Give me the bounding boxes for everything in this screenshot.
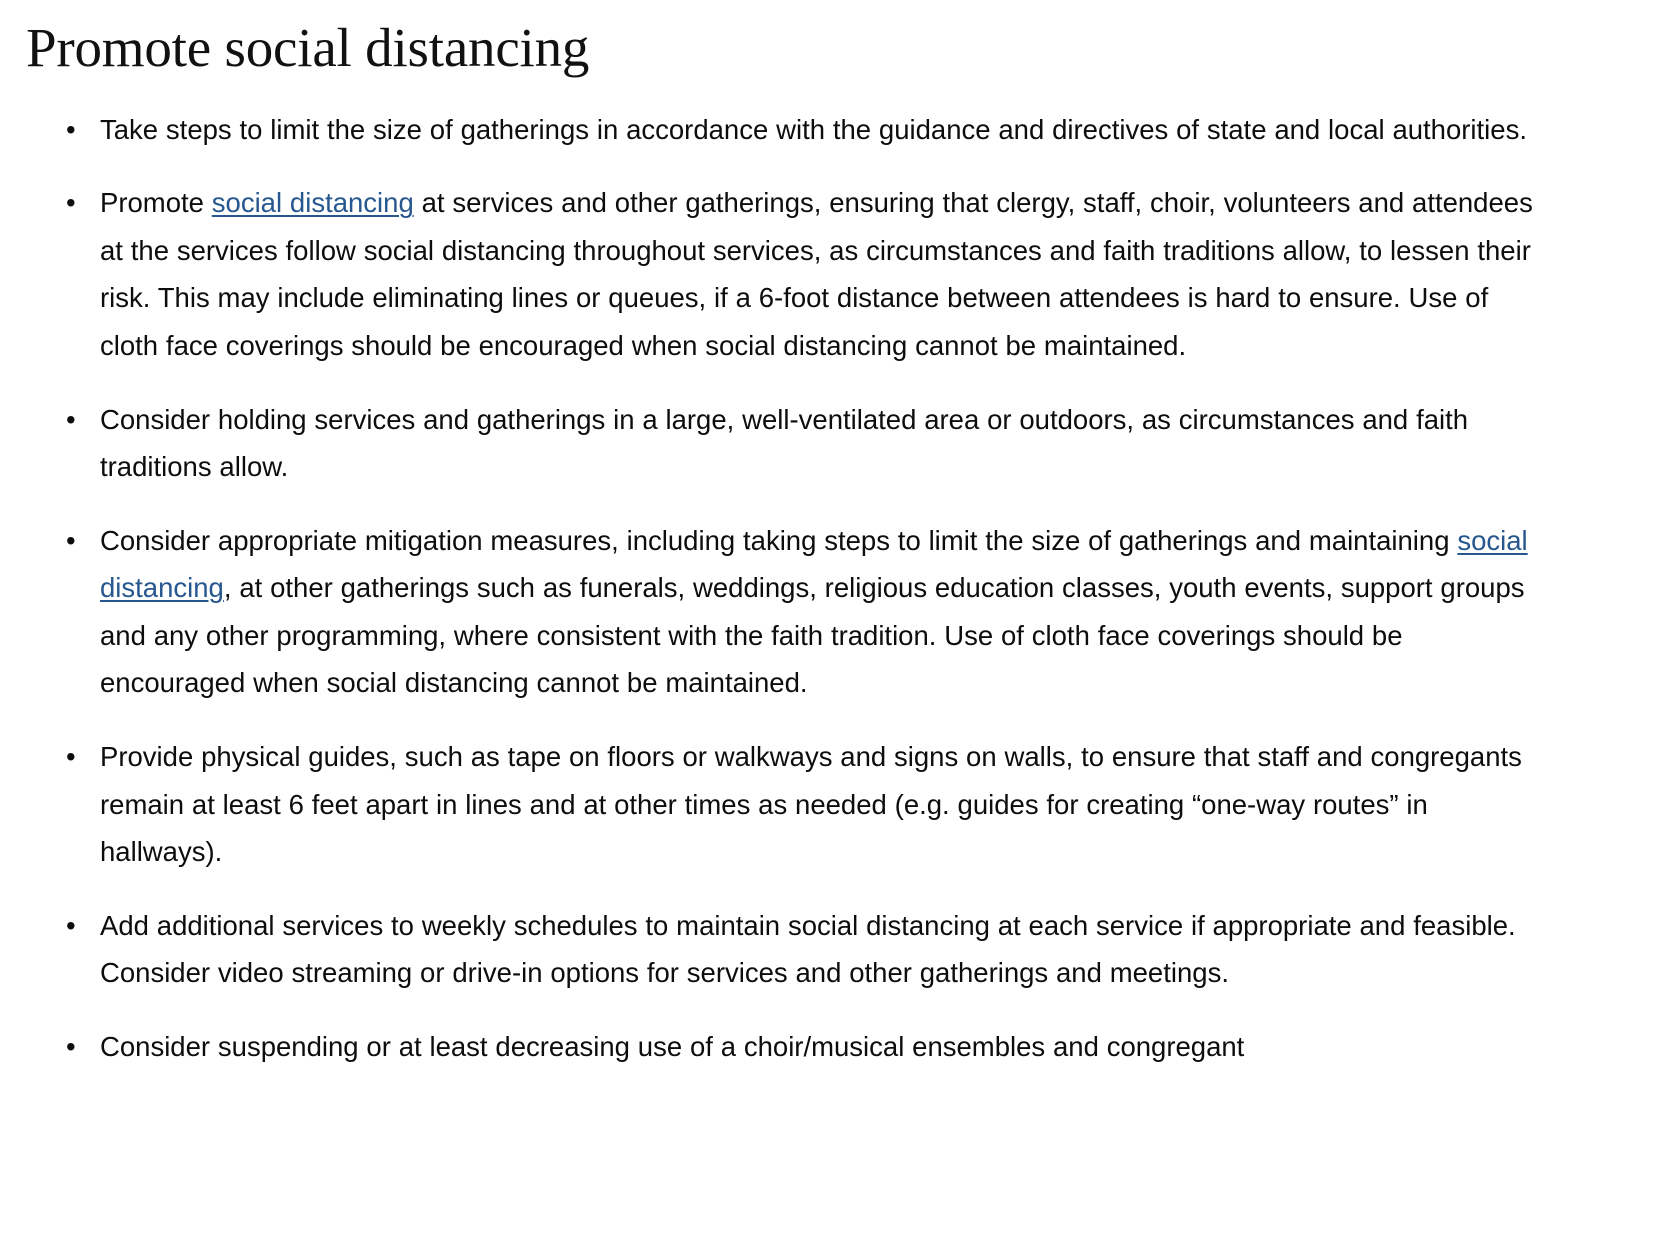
bullet-point-icon bbox=[66, 902, 80, 997]
list-item-text: Provide physical guides, such as tape on floors or walkways and signs on walls, to ensure that staff and congregants remain at least 6 feet apart in lines and at other times as needed (e.g. guides for creating “one-way routes” in hallways). bbox=[100, 740, 1522, 868]
bullet-point-icon bbox=[66, 179, 80, 369]
bullet-point-icon bbox=[66, 517, 80, 707]
guidance-bullet-list bbox=[0, 106, 1657, 1071]
list-item bbox=[0, 179, 1657, 369]
list-item-text: Consider appropriate mitigation measures, including taking steps to limit the size of gatherings and maintaining bbox=[100, 524, 1458, 556]
list-item-text: , at other gatherings such as funerals, weddings, religious education classes, youth events, support groups and any other programming, where consistent with the faith tradition. Use of cloth face coverings should be encouraged when social distancing cannot be maintained. bbox=[100, 572, 1525, 699]
social-distancing-link[interactable]: social distancing bbox=[100, 524, 1528, 604]
list-item bbox=[0, 517, 1657, 707]
list-item bbox=[0, 733, 1657, 876]
bullet-point-icon bbox=[66, 106, 80, 154]
bullet-point-icon bbox=[66, 733, 80, 876]
list-item bbox=[0, 396, 1657, 491]
list-item-text: Promote bbox=[100, 187, 212, 219]
list-item bbox=[0, 1023, 1657, 1071]
page-title: Promote social distancing bbox=[26, 17, 590, 78]
bullet-point-icon bbox=[66, 396, 80, 491]
list-item-text: at services and other gatherings, ensuring that clergy, staff, choir, volunteers and attendees at the services follow social distancing throughout services, as circumstances and faith traditions allow, to lessen their risk. This may include eliminating lines or queues, if a 6-foot distance between attendees is hard to ensure. Use of cloth face coverings should be encouraged when social distancing cannot be maintained. bbox=[100, 187, 1533, 362]
social-distancing-link[interactable]: social distancing bbox=[211, 187, 414, 219]
list-item-text: Take steps to limit the size of gatherings in accordance with the guidance and directives of state and local authorities. bbox=[100, 113, 1527, 145]
list-item bbox=[0, 106, 1657, 154]
list-item bbox=[0, 902, 1657, 997]
list-item-text: Consider holding services and gatherings in a large, well-ventilated area or outdoors, as circumstances and faith traditions allow. bbox=[100, 403, 1469, 483]
list-item-text: Add additional services to weekly schedules to maintain social distancing at each service if appropriate and feasible. Consider video streaming or drive-in options for services and other gatherings and meetings. bbox=[100, 909, 1516, 989]
list-item-text: Consider suspending or at least decreasing use of a choir/musical ensembles and congregant bbox=[100, 1030, 1245, 1062]
bullet-point-icon bbox=[66, 1023, 80, 1071]
